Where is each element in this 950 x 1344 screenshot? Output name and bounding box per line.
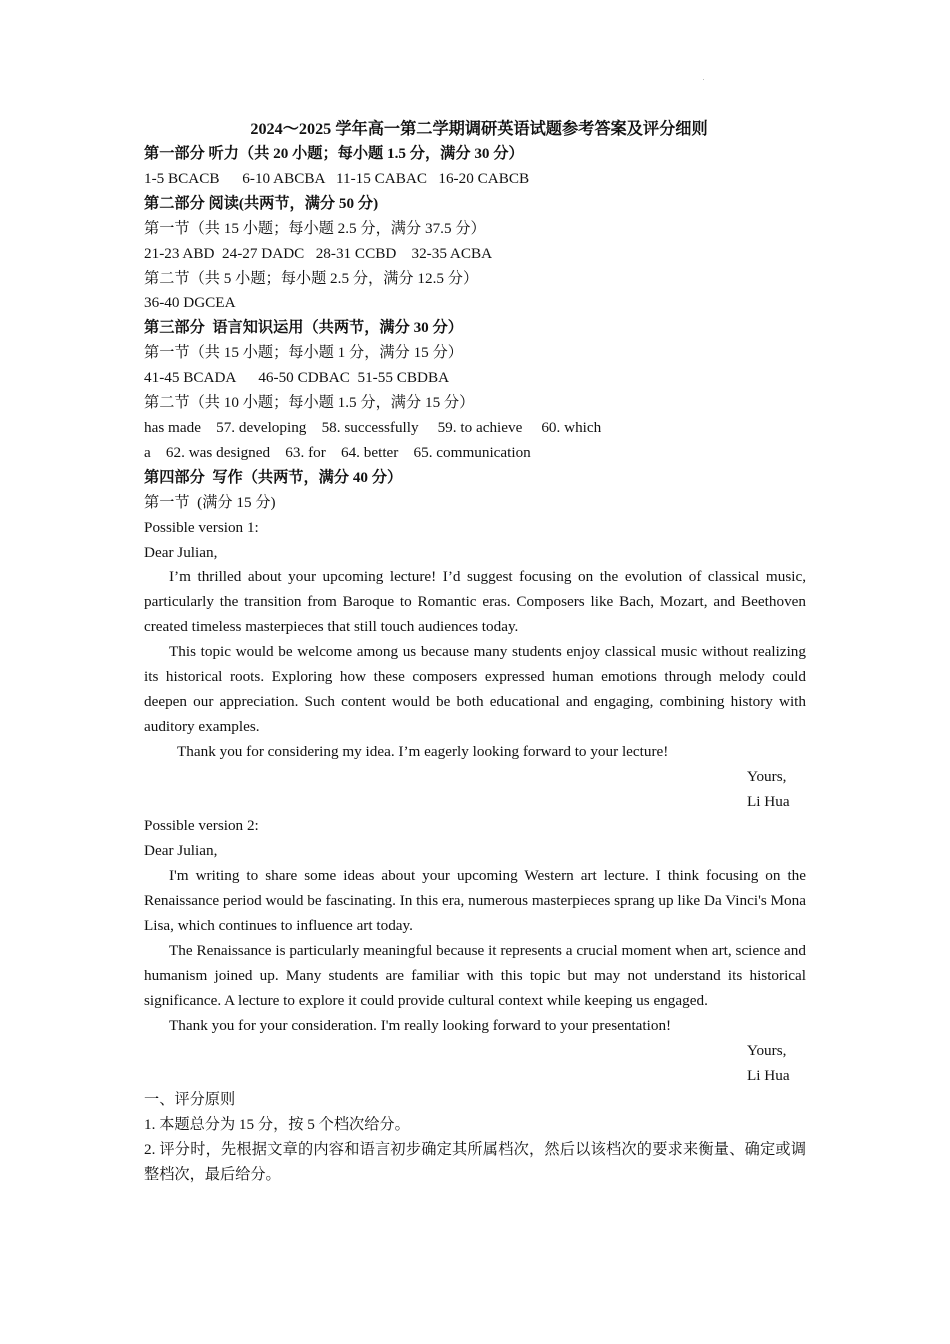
version1-paragraph-2: This topic would be welcome among us because many students enjoy classical music without realizing its historical roots. Exploring how these composers expressed human emotions through melody could deepen our appreciation. Such content would be both educational and engaging, combining history with auditory examples. — [144, 643, 806, 735]
version1-paragraph-1: I’m thrilled about your upcoming lecture! I’d suggest focusing on the evolution of classical music, particularly the transition from Baroque to Romantic eras. Composers like Bach, Mozart, and Beethoven created timeless masterpieces that still touch audiences today. — [144, 568, 806, 636]
part4-section1-heading: 第一节 (满分 15 分) — [144, 493, 276, 511]
part3-section1-heading: 第一节（共 15 小题；每小题 1 分，满分 15 分） — [144, 344, 463, 362]
version2-paragraph-2: The Renaissance is particularly meaningful because it represents a crucial moment when art, science and humanism joined up. Many students are familiar with this topic but may not understand its historical significance. A lecture to explore it could provide cultural context while keeping us engaged. — [144, 942, 806, 1009]
part1-answers: 1-5 BCACB 6-10 ABCBA 11-15 CABAC 16-20 CABCB — [144, 169, 530, 187]
part2-section2-answers: 36-40 DGCEA — [144, 294, 236, 312]
version2-paragraph-1: I'm writing to share some ideas about your upcoming Western art lecture. I think focusing on the Renaissance period would be fascinating. In this era, numerous masterpieces sprang up like Da Vinci's Mona Lisa, which continues to influence art today. — [144, 867, 806, 935]
part3-section1-answers: 41-45 BCADA 46-50 CDBAC 51-55 CBDBA — [144, 369, 450, 387]
version2-greeting: Dear Julian, — [144, 842, 218, 860]
version1-closing: Yours, — [747, 767, 787, 785]
document-title: 2024～2025 学年高一第二学期调研英语试题参考答案及评分细则 — [250, 120, 708, 138]
part3-section2-heading: 第二节（共 10 小题；每小题 1.5 分，满分 15 分） — [144, 394, 475, 412]
version1-paragraph-3: Thank you for considering my idea. I’m eagerly looking forward to your lecture! — [177, 742, 669, 760]
part2-section2-heading: 第二节（共 5 小题；每小题 2.5 分，满分 12.5 分） — [144, 269, 479, 287]
part3-section2-answers-line1: has made 57. developing 58. successfully 59. to achieve 60. which — [144, 418, 602, 436]
version2-paragraph-3: Thank you for your consideration. I'm really looking forward to your presentation! — [169, 1016, 672, 1034]
version2-label: Possible version 2: — [144, 817, 259, 835]
version2-closing: Yours, — [747, 1041, 787, 1059]
version1-label: Possible version 1: — [144, 518, 259, 536]
version2-signature: Li Hua — [747, 1066, 790, 1084]
version1-greeting: Dear Julian, — [144, 543, 218, 561]
scoring-item-1: 1. 本题总分为 15 分，按 5 个档次给分。 — [144, 1116, 410, 1134]
scoring-heading: 一、评分原则 — [144, 1091, 236, 1109]
part4-heading: 第四部分 写作（共两节，满分 40 分） — [144, 468, 403, 486]
answer-document — [144, 116, 806, 1188]
part2-section1-heading: 第一节（共 15 小题；每小题 2.5 分，满分 37.5 分） — [144, 219, 486, 237]
part2-section1-answers: 21-23 ABD 24-27 DADC 28-31 CCBD 32-35 ACBA — [144, 244, 493, 262]
speck — [703, 79, 704, 80]
scoring-item-2: 2. 评分时，先根据文章的内容和语言初步确定其所属档次，然后以该档次的要求来衡量、确定或调整档次，最后给分。 — [144, 1141, 806, 1184]
version1-signature: Li Hua — [747, 792, 790, 810]
part1-heading: 第一部分 听力（共 20 小题；每小题 1.5 分，满分 30 分） — [144, 145, 524, 162]
part2-heading: 第二部分 阅读(共两节，满分 50 分) — [144, 194, 379, 212]
part3-heading: 第三部分 语言知识运用（共两节，满分 30 分） — [144, 319, 463, 337]
part3-section2-answers-line2: a 62. was designed 63. for 64. better 65. communication — [144, 443, 531, 461]
